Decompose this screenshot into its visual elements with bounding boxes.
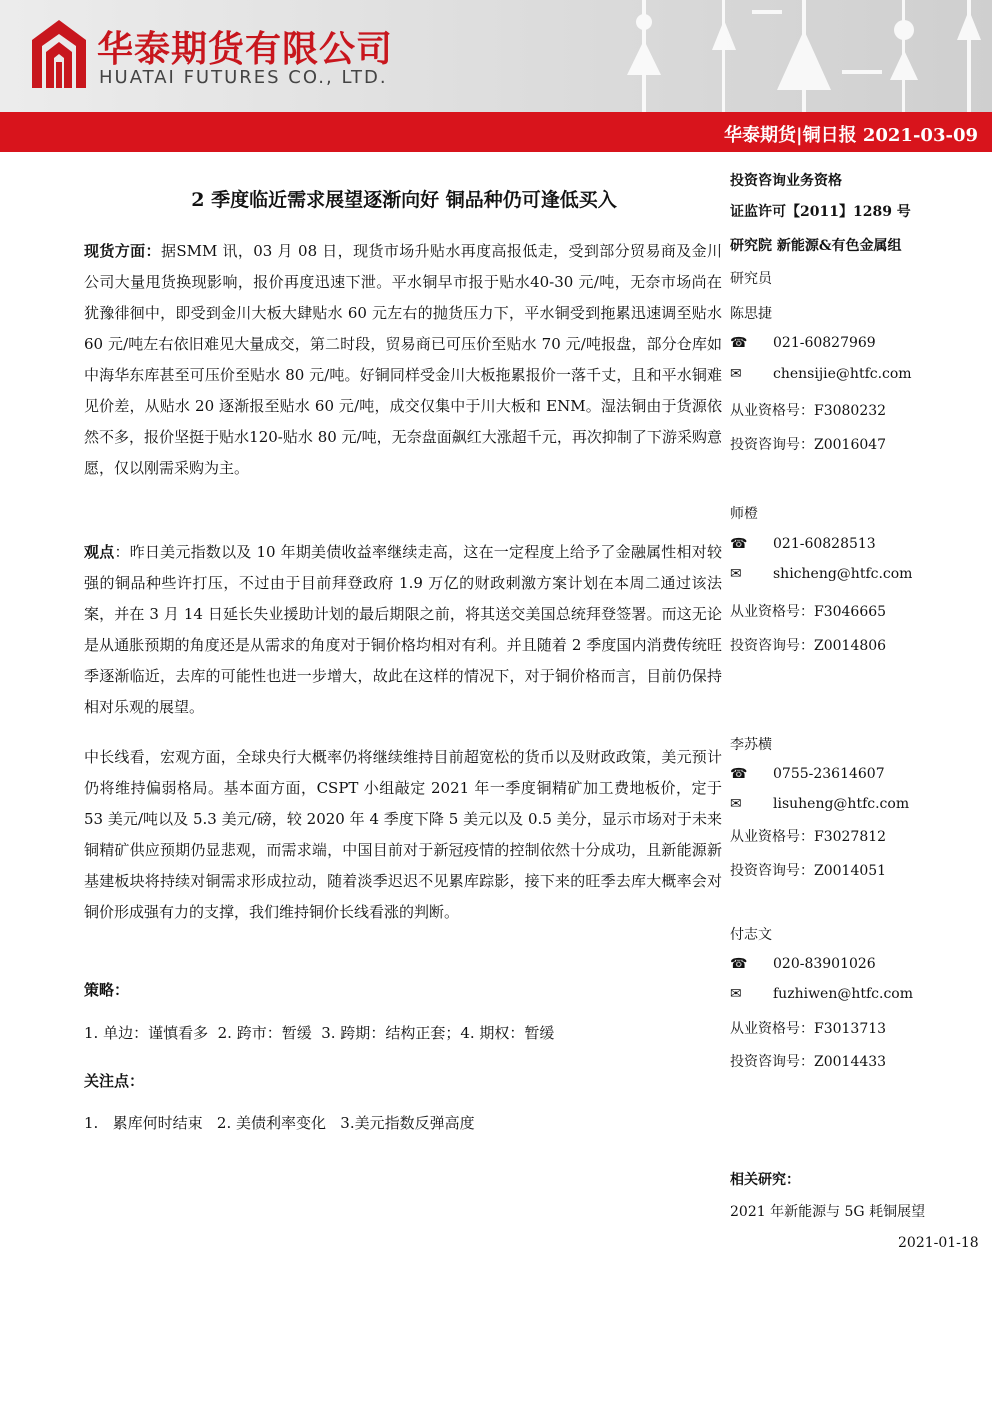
analyst-cert: 从业资格号：F3013713 bbox=[730, 1021, 887, 1037]
department: 研究院 新能源&有色金属组 bbox=[730, 238, 902, 254]
analyst-advisor: 投资咨询号：Z0016047 bbox=[730, 437, 887, 453]
company-name-en: HUATAI FUTURES CO., LTD. bbox=[99, 67, 388, 88]
focus-heading: 关注点： bbox=[84, 1072, 145, 1090]
phone-icon: ☎ bbox=[730, 766, 748, 782]
header-decoration bbox=[572, 0, 992, 112]
analyst-cert: 从业资格号：F3046665 bbox=[730, 604, 887, 620]
analyst-email[interactable]: ✉ fuzhiwen@htfc.com bbox=[730, 986, 914, 1002]
analyst-phone: ☎ 021-60827969 bbox=[730, 335, 876, 351]
paragraph-text: ：昨日美元指数以及 10 年期美债收益率继续走高，这在一定程度上给予了金融属性相对较强的铜品种些许打压，不过由于目前拜登政府 1.9 万亿的财政刺激方案计划在本周二通过该法案，并在 3 月 14 日延长失业援助计划的最后期限之前，将其送交美国总统拜登签署。而这无论是从通胀预期的角度还是从需求的角度对于铜价格均相对有利。并且随着 2 季度国内消费传统旺季逐渐临近，去库的可能性也进一步增大，故此在这样的情况下，对于铜价格而言，目前仍保持相对乐观的展望。 bbox=[84, 543, 722, 716]
analyst-name: 师橙 bbox=[730, 506, 758, 522]
paragraph-spot bbox=[84, 236, 722, 484]
analyst-email[interactable]: ✉ shicheng@htfc.com bbox=[730, 566, 913, 582]
mail-icon: ✉ bbox=[730, 796, 742, 812]
analyst-advisor: 投资咨询号：Z0014806 bbox=[730, 638, 887, 654]
huatai-logo-icon bbox=[30, 18, 88, 90]
paragraph-view bbox=[84, 537, 722, 723]
analyst-name: 付志文 bbox=[730, 927, 772, 943]
analyst-email[interactable]: ✉ lisuheng@htfc.com bbox=[730, 796, 910, 812]
analyst-advisor: 投资咨询号：Z0014433 bbox=[730, 1054, 887, 1070]
phone-icon: ☎ bbox=[730, 956, 748, 972]
analyst-name: 李苏横 bbox=[730, 737, 772, 753]
paragraph-longterm: 中长线看，宏观方面，全球央行大概率仍将继续维持目前超宽松的货币以及财政政策，美元预计仍将维持偏弱格局。基本面方面，CSPT 小组敲定 2021 年一季度铜精矿加工费地板价，定于 53 美元/吨以及 5.3 美元/磅，较 2020 年 4 季度下降 5 美元以及 0.5 美分，显示市场对于未来铜精矿供应预期仍显悲观，而需求端，中国目前对于新冠疫情的控制依然十分成功，且新能源新基建板块将持续对铜需求形成拉动，随着淡季迟迟不见累库踪影，接下来的旺季去库大概率会对铜价形成强有力的支撑，我们维持铜价长线看涨的判断。 bbox=[84, 748, 722, 921]
role-label: 研究员 bbox=[730, 271, 772, 287]
analyst-cert: 从业资格号：F3080232 bbox=[730, 403, 887, 419]
phone-icon: ☎ bbox=[730, 536, 748, 552]
related-title[interactable]: 2021 年新能源与 5G 耗铜展望 bbox=[730, 1204, 926, 1220]
paragraph-label: 观点 bbox=[84, 543, 115, 561]
analyst-email[interactable]: ✉ chensijie@htfc.com bbox=[730, 366, 912, 382]
analyst-name: 陈思捷 bbox=[730, 306, 772, 322]
analyst-advisor: 投资咨询号：Z0014051 bbox=[730, 863, 887, 879]
qualification-line: 投资咨询业务资格 bbox=[730, 173, 842, 189]
strategy-heading: 策略： bbox=[84, 981, 130, 999]
page-header bbox=[0, 0, 992, 112]
report-tag: 华泰期货|铜日报 2021-03-09 bbox=[724, 125, 978, 146]
related-heading: 相关研究： bbox=[730, 1172, 800, 1188]
mail-icon: ✉ bbox=[730, 366, 742, 382]
company-name-cn: 华泰期货有限公司 bbox=[97, 29, 394, 70]
paragraph-label: 现货方面： bbox=[84, 242, 161, 260]
paragraph-text: 据SMM 讯，03 月 08 日，现货市场升贴水再度高报低走，受到部分贸易商及金川公司大量甩货换现影响，报价再度迅速下泄。平水铜早市报于贴水40-30 元/吨，无奈市场尚在犹豫徘徊中，即受到金川大板大肆贴水 60 元左右的抛货压力下，平水铜受到拖累迅速调至贴水 60 元/吨左右依旧难见大量成交，第二时段，贸易商已可压价至贴水 70 元/吨报盘，部分仓库如中海华东库甚至可压价至贴水 80 元/吨。好铜同样受金川大板拖累报价一落千丈，且和平水铜难见价差，从贴水 20 逐渐报至贴水 60 元/吨，成交仅集中于川大板和 ENM。湿法铜由于货源依然不多，报价坚挺于贴水120-贴水 80 元/吨，无奈盘面飙红大涨超千元，再次抑制了下游采购意愿，仅以刚需采购为主。 bbox=[84, 242, 722, 477]
article-title: 2 季度临近需求展望逐渐向好 铜品种仍可逢低买入 bbox=[191, 189, 617, 211]
analyst-phone: ☎ 021-60828513 bbox=[730, 536, 876, 552]
phone-icon: ☎ bbox=[730, 335, 748, 351]
mail-icon: ✉ bbox=[730, 986, 742, 1002]
focus-text: 1. 累库何时结束 2. 美债利率变化 3.美元指数反弹高度 bbox=[84, 1114, 475, 1132]
related-date: 2021-01-18 bbox=[898, 1235, 979, 1251]
license-line: 证监许可【2011】1289 号 bbox=[730, 204, 911, 220]
analyst-cert: 从业资格号：F3027812 bbox=[730, 829, 887, 845]
strategy-text: 1. 单边：谨慎看多 2. 跨市：暂缓 3. 跨期：结构正套；4. 期权：暂缓 bbox=[84, 1024, 555, 1042]
analyst-phone: ☎ 0755-23614607 bbox=[730, 766, 885, 782]
mail-icon: ✉ bbox=[730, 566, 742, 582]
analyst-phone: ☎ 020-83901026 bbox=[730, 956, 876, 972]
